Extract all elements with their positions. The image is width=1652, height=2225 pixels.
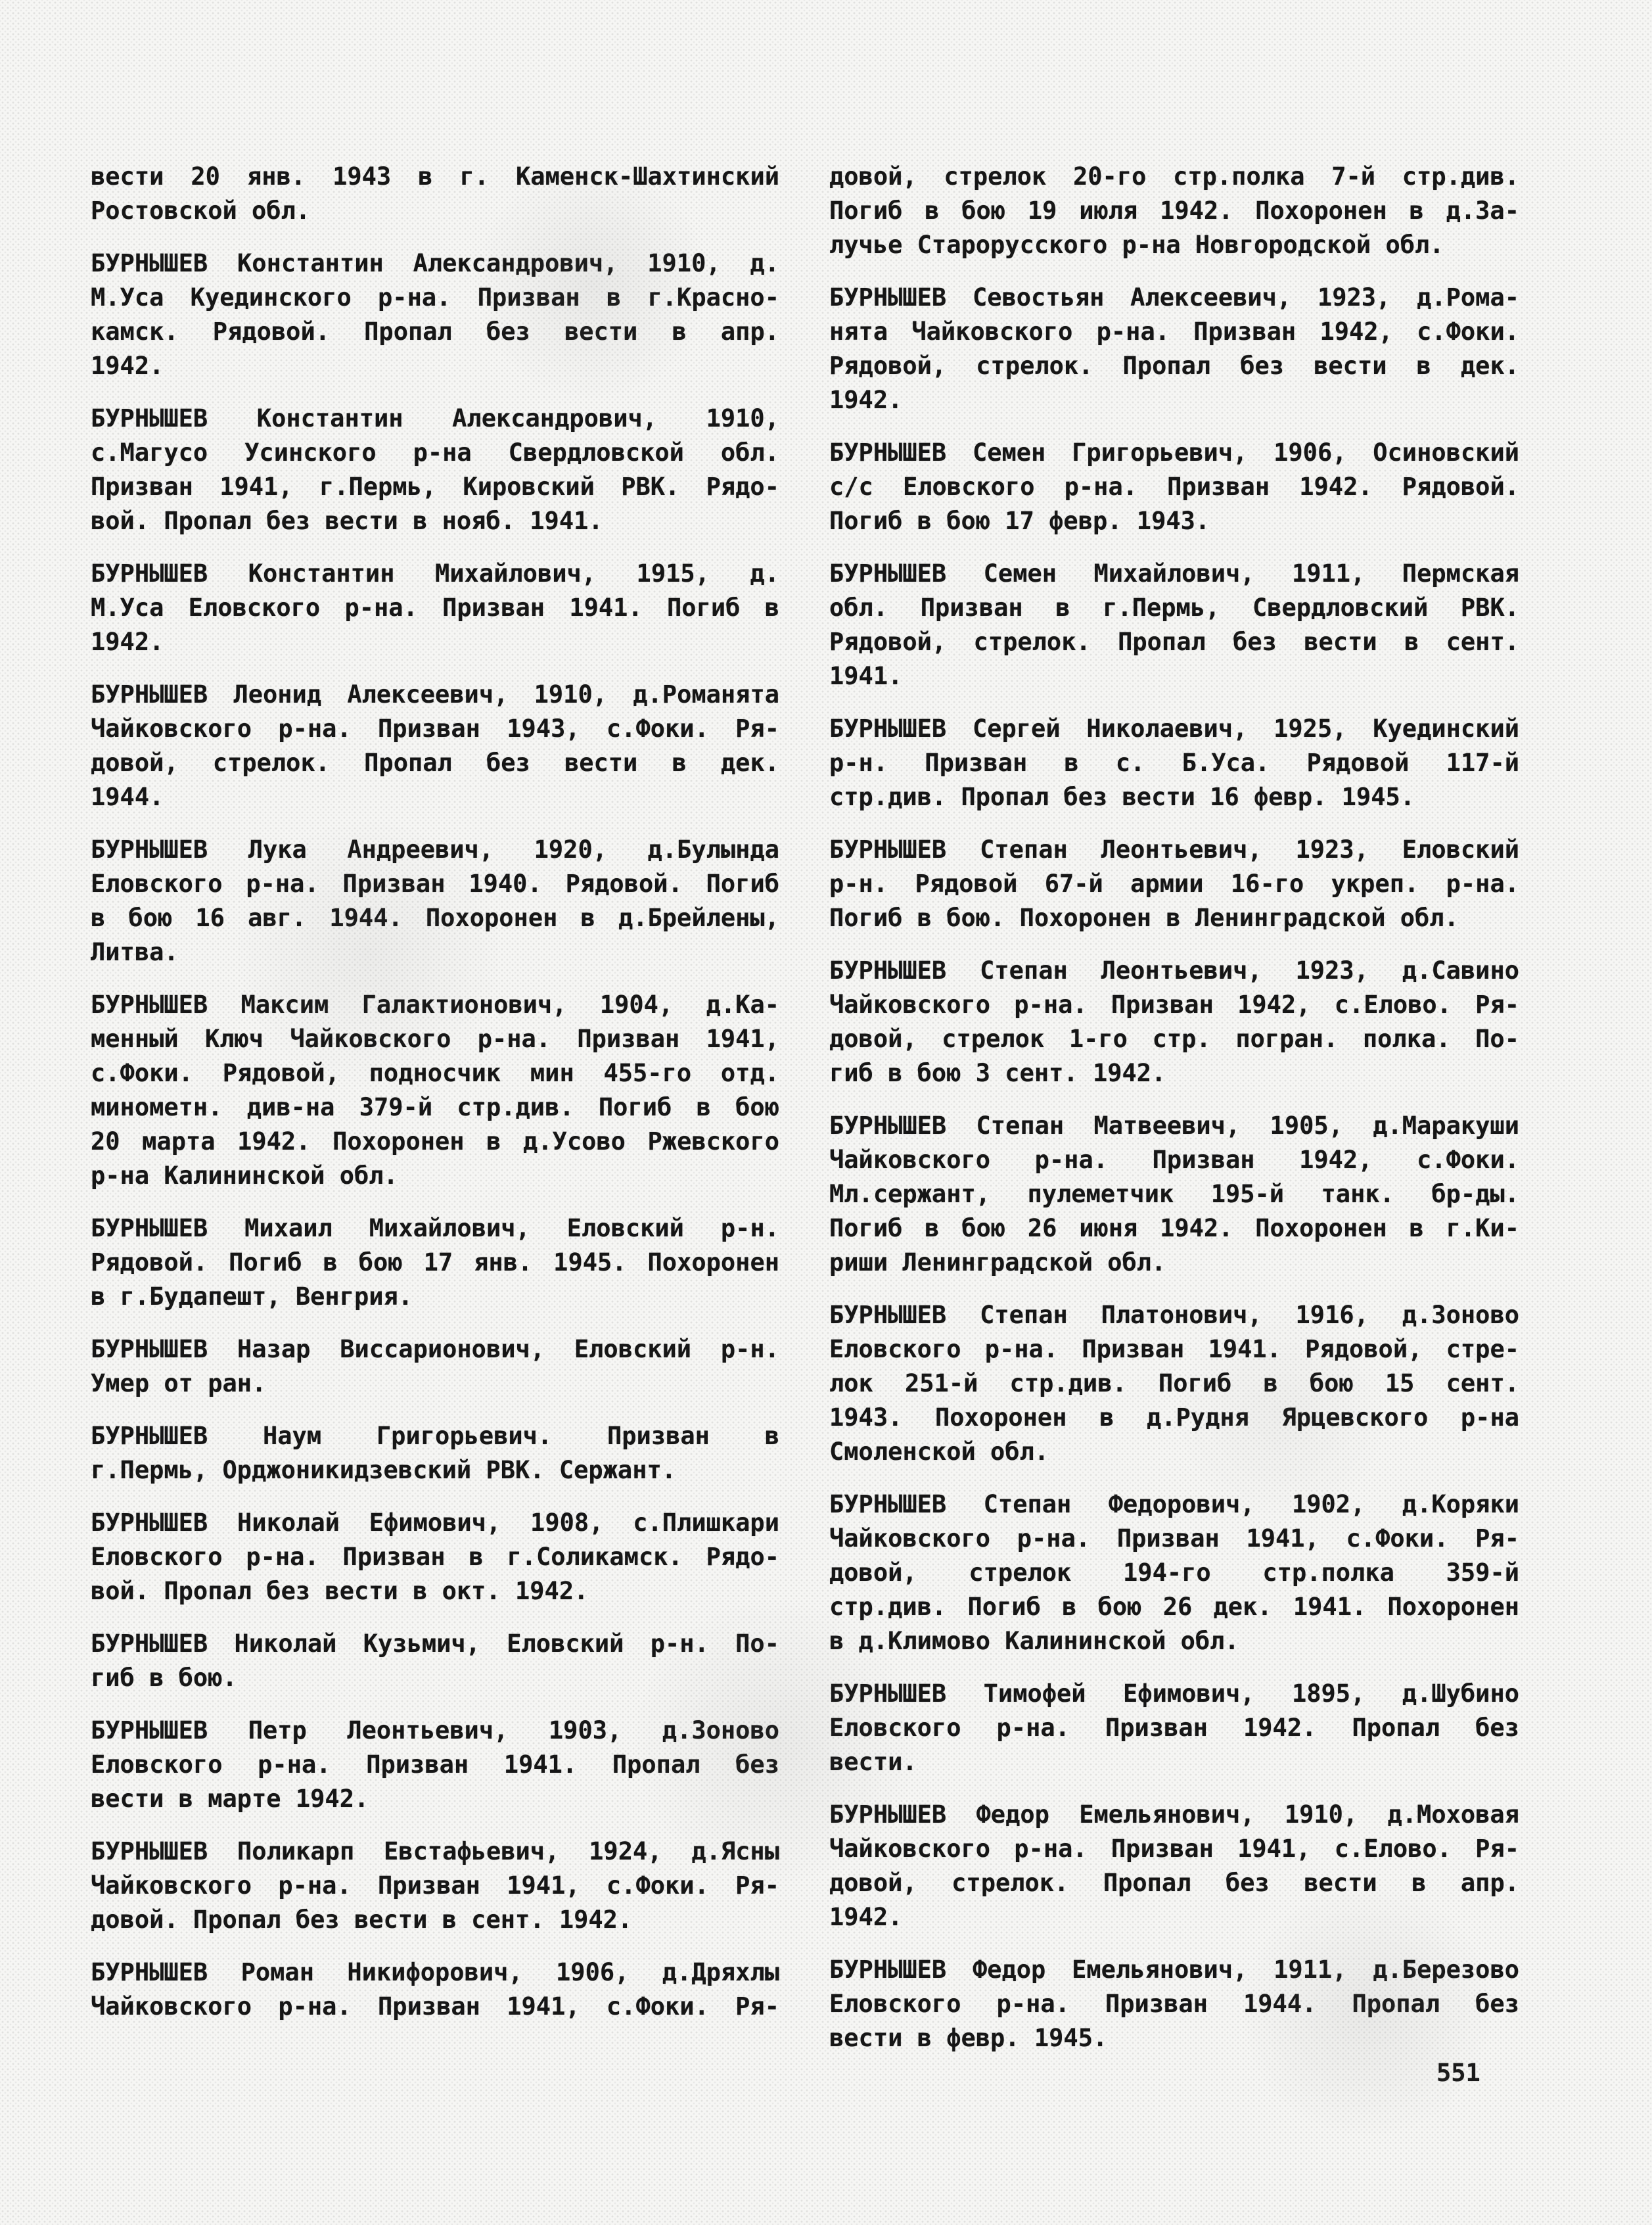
entry-line: 1942. (829, 1903, 903, 1931)
entry-line: 1942. (91, 352, 164, 380)
memorial-entry (829, 1298, 1519, 1469)
entry-line: БУРНЫШЕВ Михаил Михайлович, Еловский р-н. (91, 1214, 779, 1242)
entry-line: БУРНЫШЕВ Константин Александрович, 1910, (91, 404, 779, 433)
entry-line: обл. Призван в г.Пермь, Свердловский РВК. (829, 594, 1519, 622)
entry-line: Погиб в бою 19 июля 1942. Похоронен в д.За- (829, 197, 1519, 225)
text-column-left (91, 160, 779, 2042)
entry-line: БУРНЫШЕВ Степан Леонтьевич, 1923, Еловский (829, 835, 1519, 864)
entry-line: гиб в бою 3 сент. 1942. (829, 1059, 1166, 1087)
memorial-entry (829, 1109, 1519, 1280)
entry-line: Чайковского р-на. Призван 1941, с.Фоки. Ря- (91, 1992, 779, 2021)
entry-line: с.Магусо Усинского р-на Свердловской обл. (91, 438, 779, 467)
entry-line: БУРНЫШЕВ Поликарп Евстафьевич, 1924, д.Ясны (91, 1837, 779, 1865)
entry-line: вести в марте 1942. (91, 1785, 369, 1813)
entry-line: Ростовской обл. (91, 197, 311, 225)
entry-line: БУРНЫШЕВ Леонид Алексеевич, 1910, д.Романята (91, 680, 779, 709)
entry-line: в бою 16 авг. 1944. Похоронен в д.Брейлены, (91, 904, 779, 932)
entry-line: вести 20 янв. 1943 в г. Каменск-Шахтинский (91, 162, 779, 191)
memorial-entry (829, 160, 1519, 262)
entry-line: лок 251-й стр.див. Погиб в бою 15 сент. (829, 1369, 1519, 1397)
entry-line: стр.див. Погиб в бою 26 дек. 1941. Похоронен (829, 1593, 1519, 1621)
entry-line: 1942. (91, 628, 164, 656)
entry-line: 20 марта 1942. Похоронен в д.Усово Ржевского (91, 1127, 779, 1156)
entry-line: БУРНЫШЕВ Николай Ефимович, 1908, с.Плишкари (91, 1509, 779, 1537)
entry-line: Чайковского р-на. Призван 1941, с.Елово. Ря- (829, 1835, 1519, 1863)
memorial-entry (829, 1487, 1519, 1658)
entry-line: БУРНЫШЕВ Степан Леонтьевич, 1923, д.Савино (829, 956, 1519, 985)
memorial-entry (91, 160, 779, 228)
entry-line: БУРНЫШЕВ Тимофей Ефимович, 1895, д.Шубино (829, 1679, 1519, 1708)
entry-line: Еловского р-на. Призван 1941. Рядовой, стре- (829, 1335, 1519, 1363)
entry-line: Призван 1941, г.Пермь, Кировский РВК. Рядо- (91, 473, 779, 501)
entry-line: БУРНЫШЕВ Степан Платонович, 1916, д.Зоново (829, 1301, 1519, 1329)
entry-line: Еловского р-на. Призван в г.Соликамск. Рядо- (91, 1543, 779, 1571)
entry-line: Еловского р-на. Призван 1940. Рядовой. Погиб (91, 870, 779, 898)
entry-line: БУРНЫШЕВ Сергей Николаевич, 1925, Куединский (829, 714, 1519, 743)
entry-line: с.Фоки. Рядовой, подносчик мин 455-го отд. (91, 1059, 779, 1087)
memorial-entry (91, 1419, 779, 1487)
memorial-entry (91, 1714, 779, 1816)
entry-line: довой, стрелок 194-го стр.полка 359-й (829, 1558, 1519, 1587)
entry-line: БУРНЫШЕВ Семен Григорьевич, 1906, Осиновский (829, 438, 1519, 467)
entry-line: р-н. Рядовой 67-й армии 16-го укреп. р-на. (829, 870, 1519, 898)
entry-line: БУРНЫШЕВ Федор Емельянович, 1911, д.Березово (829, 1956, 1519, 1984)
entry-line: Рядовой, стрелок. Пропал без вести в сент. (829, 628, 1519, 656)
entry-line: 1942. (829, 386, 903, 414)
entry-line: минометн. див-на 379-й стр.див. Погиб в бою (91, 1093, 779, 1121)
entry-line: Чайковского р-на. Призван 1941, с.Фоки. Ря- (829, 1524, 1519, 1553)
memorial-entry (91, 1956, 779, 2024)
memorial-entry (829, 436, 1519, 538)
memorial-entry (829, 1953, 1519, 2055)
entry-line: гиб в бою. (91, 1664, 237, 1692)
page-number: 551 (1436, 2059, 1480, 2087)
entry-line: БУРНЫШЕВ Федор Емельянович, 1910, д.Моховая (829, 1800, 1519, 1829)
memorial-entry (829, 557, 1519, 693)
entry-line: Умер от ран. (91, 1369, 267, 1397)
entry-line: камск. Рядовой. Пропал без вести в апр. (91, 317, 779, 346)
entry-line: Чайковского р-на. Призван 1942, с.Елово. Ря- (829, 991, 1519, 1019)
entry-line: М.Уса Еловского р-на. Призван 1941. Погиб в (91, 594, 779, 622)
memorial-entry (829, 1798, 1519, 1934)
entry-line: Рядовой. Погиб в бою 17 янв. 1945. Похоронен (91, 1248, 779, 1276)
entry-line: БУРНЫШЕВ Наум Григорьевич. Призван в (91, 1422, 779, 1450)
entry-line: вести в февр. 1945. (829, 2024, 1108, 2052)
entry-line: Погиб в бою. Похоронен в Ленинградской обл. (829, 904, 1459, 932)
entry-line: БУРНЫШЕВ Максим Галактионович, 1904, д.Ка- (91, 991, 779, 1019)
entry-line: Чайковского р-на. Призван 1941, с.Фоки. Ря- (91, 1871, 779, 1900)
memorial-entry (829, 1677, 1519, 1779)
entry-line: БУРНЫШЕВ Лука Андреевич, 1920, д.Булында (91, 835, 779, 864)
entry-line: р-н. Призван в с. Б.Уса. Рядовой 117-й (829, 749, 1519, 777)
memorial-entry (91, 1211, 779, 1314)
entry-line: вой. Пропал без вести в нояб. 1941. (91, 507, 603, 535)
entry-line: с/с Еловского р-на. Призван 1942. Рядовой. (829, 473, 1519, 501)
entry-line: БУРНЫШЕВ Петр Леонтьевич, 1903, д.Зоново (91, 1716, 779, 1745)
entry-line: 1941. (829, 662, 903, 690)
entry-line: БУРНЫШЕВ Константин Александрович, 1910, д. (91, 249, 779, 277)
entry-line: Еловского р-на. Призван 1941. Пропал без (91, 1750, 779, 1779)
entry-line: Литва. (91, 938, 179, 966)
entry-line: Еловского р-на. Призван 1944. Пропал без (829, 1990, 1519, 2018)
entry-line: БУРНЫШЕВ Роман Никифорович, 1906, д.Дряхлы (91, 1958, 779, 1986)
memorial-entry (91, 988, 779, 1193)
entry-line: довой. Пропал без вести в сент. 1942. (91, 1906, 633, 1934)
entry-line: стр.див. Пропал без вести 16 февр. 1945. (829, 783, 1415, 811)
entry-line: лучье Старорусского р-на Новгородской обл. (829, 231, 1444, 259)
entry-line: 1944. (91, 783, 164, 811)
entry-line: нята Чайковского р-на. Призван 1942, с.Фоки. (829, 317, 1519, 346)
entry-line: Смоленской обл. (829, 1438, 1049, 1466)
entry-line: Мл.сержант, пулеметчик 195-й танк. бр-ды. (829, 1180, 1519, 1208)
entry-line: вой. Пропал без вести в окт. 1942. (91, 1577, 589, 1605)
entry-line: Еловского р-на. Призван 1942. Пропал без (829, 1714, 1519, 1742)
memorial-entry (829, 281, 1519, 417)
entry-line: Погиб в бою 17 февр. 1943. (829, 507, 1210, 535)
memorial-entry (91, 246, 779, 383)
entry-line: р-на Калининской обл. (91, 1161, 398, 1190)
entry-line: Погиб в бою 26 июня 1942. Похоронен в г.Ки- (829, 1214, 1519, 1242)
memorial-entry (91, 1506, 779, 1608)
memorial-entry (91, 402, 779, 538)
memorial-entry (91, 1627, 779, 1695)
entry-line: БУРНЫШЕВ Николай Кузьмич, Еловский р-н. По- (91, 1629, 779, 1658)
entry-line: Чайковского р-на. Призван 1943, с.Фоки. Ря- (91, 714, 779, 743)
entry-line: менный Ключ Чайковского р-на. Призван 1941, (91, 1025, 779, 1053)
entry-line: 1943. Похоронен в д.Рудня Ярцевского р-на (829, 1403, 1519, 1432)
entry-line: БУРНЫШЕВ Степан Федорович, 1902, д.Коряки (829, 1490, 1519, 1518)
entry-line: БУРНЫШЕВ Степан Матвеевич, 1905, д.Маракуши (829, 1112, 1519, 1140)
entry-line: вести. (829, 1748, 917, 1776)
memorial-entry (829, 712, 1519, 814)
text-column-right (829, 160, 1519, 2074)
entry-line: БУРНЫШЕВ Семен Михайлович, 1911, Пермская (829, 559, 1519, 588)
entry-line: в г.Будапешт, Венгрия. (91, 1282, 413, 1311)
entry-line: в д.Климово Калининской обл. (829, 1627, 1239, 1655)
entry-line: Чайковского р-на. Призван 1942, с.Фоки. (829, 1146, 1519, 1174)
memorial-entry (91, 1835, 779, 1937)
memorial-entry (91, 1332, 779, 1401)
entry-line: БУРНЫШЕВ Севостьян Алексеевич, 1923, д.Рома- (829, 283, 1519, 312)
entry-line: г.Пермь, Орджоникидзевский РВК. Сержант. (91, 1456, 677, 1484)
entry-line: БУРНЫШЕВ Константин Михайлович, 1915, д. (91, 559, 779, 588)
entry-line: Рядовой, стрелок. Пропал без вести в дек. (829, 352, 1519, 380)
entry-line: М.Уса Куединского р-на. Призван в г.Красно- (91, 283, 779, 312)
memorial-entry (91, 557, 779, 659)
memorial-entry (91, 678, 779, 814)
entry-line: довой, стрелок 20-го стр.полка 7-й стр.див. (829, 162, 1519, 191)
memorial-entry (829, 954, 1519, 1090)
memorial-entry (829, 833, 1519, 935)
entry-line: довой, стрелок 1-го стр. погран. полка. По- (829, 1025, 1519, 1053)
entry-line: БУРНЫШЕВ Назар Виссарионович, Еловский р-н. (91, 1335, 779, 1363)
memorial-entry (91, 833, 779, 970)
entry-line: довой, стрелок. Пропал без вести в апр. (829, 1869, 1519, 1897)
entry-line: риши Ленинградской обл. (829, 1248, 1166, 1276)
entry-line: довой, стрелок. Пропал без вести в дек. (91, 749, 779, 777)
